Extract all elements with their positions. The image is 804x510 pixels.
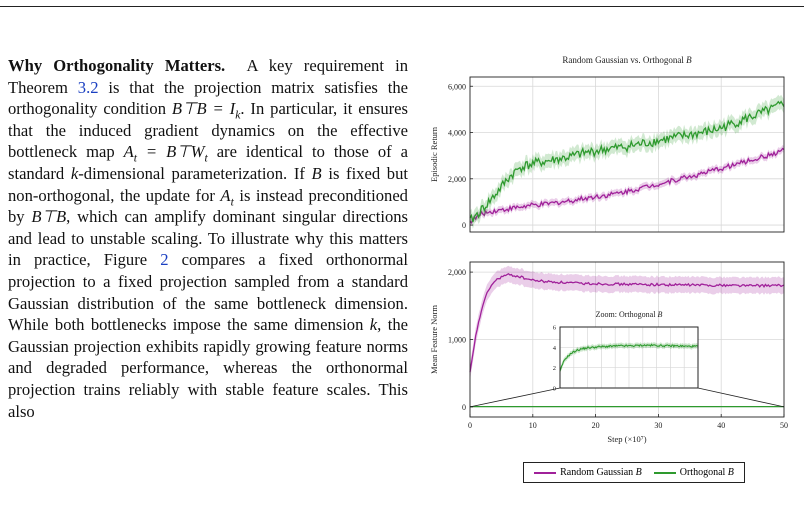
text-segment: A key requirement in Theorem [8, 56, 408, 97]
math-subscript: t [133, 151, 137, 165]
figure-reference-link[interactable]: 2 [160, 250, 169, 270]
chart-title: Random Gaussian vs. Orthogonal B [562, 55, 692, 65]
math-var: k [369, 315, 378, 335]
legend-text: Orthogonal [679, 467, 726, 478]
y-axis-label: Mean Feature Norm [429, 305, 439, 374]
x-tick-label: 10 [528, 421, 537, 430]
paragraph-heading: Why Orthogonality Matters. [8, 56, 226, 75]
inset-y-tick-label: 0 [552, 385, 556, 393]
legend-item-gaussian [534, 467, 642, 478]
y-tick-label: 2,000 [448, 174, 466, 184]
math-subscript: k [235, 108, 241, 122]
y-tick-label: 6,000 [448, 82, 466, 92]
x-tick-label: 40 [717, 421, 726, 430]
text-segment: , the Gaussian projection exhibits rapidly growing feature norms and degraded performance, whereas the orthonormal projection trains reliably with stable feature scales. This also [8, 315, 408, 421]
zoom-connector-left [470, 385, 560, 407]
math-var: B [311, 163, 322, 183]
math-var: k [70, 163, 79, 183]
y-axis-label: Episodic Return [429, 126, 439, 183]
zoom-connector-right [698, 388, 784, 407]
math-var: B⊤B [31, 207, 67, 227]
math-text: = B⊤W [136, 142, 205, 162]
legend-label [680, 467, 734, 478]
body-paragraph [8, 55, 408, 422]
y-tick-label: 1,000 [448, 335, 466, 345]
text-segment: compares a fixed orthonormal projection to a fixed projection sampled from a standard Gaussian distribution of the same bottleneck dimension. While both bottlenecks impose the same dimension [8, 250, 408, 335]
chart-legend [523, 462, 745, 483]
math-subscript: t [204, 151, 208, 165]
legend-swatch-orthogonal [654, 472, 676, 474]
legend-item-orthogonal [654, 467, 734, 478]
math-map [123, 142, 208, 165]
y-tick-label: 2,000 [448, 268, 466, 278]
legend-text: Random Gaussian [560, 467, 634, 478]
text-segment: is fixed but non-orthogonal, the update for [8, 163, 408, 205]
theorem-reference-link[interactable]: 3.2 [77, 77, 99, 97]
legend-label [560, 467, 642, 478]
math-text: B⊤B = I [171, 99, 236, 119]
text-segment: , which can amplify dominant singular directions and lead to unstable scaling. To illustrate why this matters in practice, Figure [8, 207, 408, 270]
figure-chart [418, 50, 798, 455]
y-tick-label: 4,000 [448, 128, 466, 138]
math-condition [171, 99, 241, 122]
x-tick-label: 30 [654, 421, 663, 430]
text-segment: is instead preconditioned by [8, 185, 408, 227]
x-tick-label: 0 [468, 421, 472, 430]
y-tick-label: 0 [462, 221, 466, 231]
text-segment: -dimensional parameterization. If [78, 163, 305, 183]
top-rule [0, 6, 804, 7]
math-subscript: t [230, 194, 234, 208]
math-var-a [220, 185, 234, 208]
legend-swatch-gaussian [534, 472, 556, 474]
text-segment: . In particular, it ensures that the induced gradient dynamics on the effective bottleneck map [8, 99, 409, 162]
inset-y-tick-label: 4 [552, 344, 556, 352]
legend-var: B [635, 467, 642, 478]
top-chart [429, 55, 784, 232]
y-tick-label: 0 [462, 402, 466, 412]
x-axis-label: Step (×10⁷) [607, 434, 647, 444]
math-text: A [123, 142, 134, 162]
x-tick-label: 50 [780, 421, 788, 430]
math-text: A [220, 185, 231, 205]
inset-y-tick-label: 6 [552, 324, 556, 332]
inset-title: Zoom: Orthogonal B [595, 310, 663, 319]
text-segment: are identical to those of a standard [8, 142, 408, 183]
inset-y-tick-label: 2 [552, 365, 556, 373]
x-tick-label: 20 [591, 421, 600, 430]
legend-var: B [727, 467, 734, 478]
text-segment: is that the projection matrix satisfies the orthogonality condition [8, 77, 409, 119]
bottom-chart [429, 262, 788, 444]
